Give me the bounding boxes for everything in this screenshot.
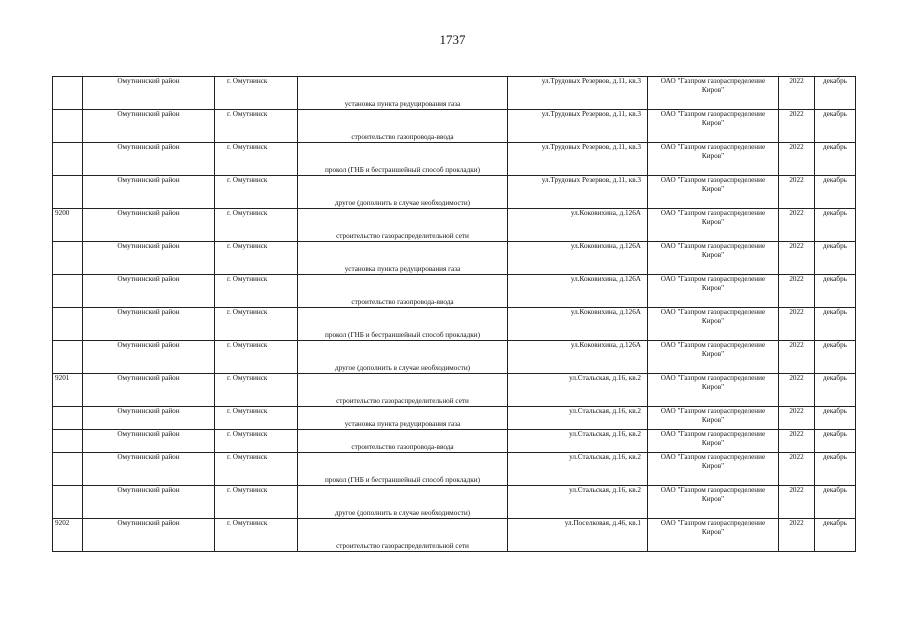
city-cell: г. Омутнинск [215, 430, 298, 453]
organization-cell: ОАО "Газпром газораспределение Киров" [648, 486, 779, 519]
year-cell: 2022 [779, 341, 815, 374]
month-cell: декабрь [815, 519, 856, 552]
row-number [53, 242, 83, 275]
district-cell: Омутнинский район [83, 341, 215, 374]
registry-table-body [53, 77, 856, 552]
row-number: 9202 [53, 519, 83, 552]
district-cell: Омутнинский район [83, 77, 215, 110]
month-cell: декабрь [815, 242, 856, 275]
address-cell: ул.Коковихина, д.126А [508, 308, 648, 341]
month-cell: декабрь [815, 275, 856, 308]
month-cell: декабрь [815, 209, 856, 242]
organization-cell: ОАО "Газпром газораспределение Киров" [648, 242, 779, 275]
work-type-cell: другое (дополнить в случае необходимости) [298, 176, 508, 209]
address-cell: ул.Стальская, д.16, кв.2 [508, 486, 648, 519]
district-cell: Омутнинский район [83, 519, 215, 552]
district-cell: Омутнинский район [83, 209, 215, 242]
year-cell: 2022 [779, 453, 815, 486]
district-cell: Омутнинский район [83, 407, 215, 430]
year-cell: 2022 [779, 308, 815, 341]
month-cell: декабрь [815, 77, 856, 110]
city-cell: г. Омутнинск [215, 341, 298, 374]
page-number: 1737 [439, 32, 466, 47]
month-cell: декабрь [815, 308, 856, 341]
city-cell: г. Омутнинск [215, 453, 298, 486]
row-number [53, 143, 83, 176]
city-cell: г. Омутнинск [215, 407, 298, 430]
city-cell: г. Омутнинск [215, 242, 298, 275]
table-row [53, 519, 856, 552]
city-cell: г. Омутнинск [215, 143, 298, 176]
work-type-cell: установка пункта редуцирования газа [298, 242, 508, 275]
address-cell: ул.Стальская, д.16, кв.2 [508, 407, 648, 430]
organization-cell: ОАО "Газпром газораспределение Киров" [648, 143, 779, 176]
row-number: 9201 [53, 374, 83, 407]
work-type-cell: строительство газораспределительной сети [298, 209, 508, 242]
year-cell: 2022 [779, 77, 815, 110]
work-type-cell: строительство газопровода-ввода [298, 430, 508, 453]
year-cell: 2022 [779, 209, 815, 242]
address-cell: ул.Трудовых Резервов, д.11, кв.3 [508, 110, 648, 143]
table-row [53, 275, 856, 308]
table-row [53, 209, 856, 242]
organization-cell: ОАО "Газпром газораспределение Киров" [648, 341, 779, 374]
year-cell: 2022 [779, 176, 815, 209]
month-cell: декабрь [815, 407, 856, 430]
district-cell: Омутнинский район [83, 143, 215, 176]
city-cell: г. Омутнинск [215, 519, 298, 552]
month-cell: декабрь [815, 143, 856, 176]
city-cell: г. Омутнинск [215, 275, 298, 308]
district-cell: Омутнинский район [83, 453, 215, 486]
month-cell: декабрь [815, 374, 856, 407]
month-cell: декабрь [815, 430, 856, 453]
month-cell: декабрь [815, 453, 856, 486]
city-cell: г. Омутнинск [215, 176, 298, 209]
month-cell: декабрь [815, 486, 856, 519]
address-cell: ул.Трудовых Резервов, д.11, кв.3 [508, 143, 648, 176]
organization-cell: ОАО "Газпром газораспределение Киров" [648, 110, 779, 143]
table-row [53, 77, 856, 110]
address-cell: ул.Стальская, д.16, кв.2 [508, 453, 648, 486]
table-row [53, 430, 856, 453]
organization-cell: ОАО "Газпром газораспределение Киров" [648, 430, 779, 453]
organization-cell: ОАО "Газпром газораспределение Киров" [648, 176, 779, 209]
year-cell: 2022 [779, 275, 815, 308]
address-cell: ул.Коковихина, д.126А [508, 341, 648, 374]
row-number [53, 275, 83, 308]
district-cell: Омутнинский район [83, 308, 215, 341]
organization-cell: ОАО "Газпром газораспределение Киров" [648, 209, 779, 242]
table-row [53, 176, 856, 209]
month-cell: декабрь [815, 176, 856, 209]
row-number [53, 176, 83, 209]
work-type-cell: другое (дополнить в случае необходимости) [298, 486, 508, 519]
organization-cell: ОАО "Газпром газораспределение Киров" [648, 519, 779, 552]
table-row [53, 308, 856, 341]
district-cell: Омутнинский район [83, 486, 215, 519]
year-cell: 2022 [779, 486, 815, 519]
work-type-cell: прокол (ГНБ и бестраншейный способ прокладки) [298, 308, 508, 341]
address-cell: ул.Трудовых Резервов, д.11, кв.3 [508, 77, 648, 110]
work-type-cell: установка пункта редуцирования газа [298, 77, 508, 110]
row-number [53, 341, 83, 374]
table-row [53, 242, 856, 275]
work-type-cell: установка пункта редуцирования газа [298, 407, 508, 430]
table-row [53, 143, 856, 176]
district-cell: Омутнинский район [83, 242, 215, 275]
city-cell: г. Омутнинск [215, 308, 298, 341]
table-row [53, 486, 856, 519]
district-cell: Омутнинский район [83, 110, 215, 143]
work-type-cell: прокол (ГНБ и бестраншейный способ прокладки) [298, 453, 508, 486]
organization-cell: ОАО "Газпром газораспределение Киров" [648, 407, 779, 430]
row-number [53, 110, 83, 143]
work-type-cell: другое (дополнить в случае необходимости) [298, 341, 508, 374]
district-cell: Омутнинский район [83, 430, 215, 453]
city-cell: г. Омутнинск [215, 209, 298, 242]
address-cell: ул.Стальская, д.16, кв.2 [508, 374, 648, 407]
organization-cell: ОАО "Газпром газораспределение Киров" [648, 374, 779, 407]
work-type-cell: строительство газопровода-ввода [298, 110, 508, 143]
district-cell: Омутнинский район [83, 176, 215, 209]
work-type-cell: строительство газораспределительной сети [298, 519, 508, 552]
row-number [53, 407, 83, 430]
table-row [53, 407, 856, 430]
organization-cell: ОАО "Газпром газораспределение Киров" [648, 77, 779, 110]
year-cell: 2022 [779, 407, 815, 430]
address-cell: ул.Коковихина, д.126А [508, 275, 648, 308]
table-row [53, 341, 856, 374]
city-cell: г. Омутнинск [215, 77, 298, 110]
row-number [53, 453, 83, 486]
address-cell: ул.Поселковая, д.46, кв.1 [508, 519, 648, 552]
row-number: 9200 [53, 209, 83, 242]
organization-cell: ОАО "Газпром газораспределение Киров" [648, 308, 779, 341]
work-type-cell: строительство газопровода-ввода [298, 275, 508, 308]
year-cell: 2022 [779, 430, 815, 453]
table-row [53, 110, 856, 143]
city-cell: г. Омутнинск [215, 486, 298, 519]
month-cell: декабрь [815, 341, 856, 374]
organization-cell: ОАО "Газпром газораспределение Киров" [648, 453, 779, 486]
year-cell: 2022 [779, 242, 815, 275]
work-type-cell: прокол (ГНБ и бестраншейный способ прокладки) [298, 143, 508, 176]
month-cell: декабрь [815, 110, 856, 143]
registry-table [52, 76, 856, 552]
row-number [53, 486, 83, 519]
row-number [53, 308, 83, 341]
address-cell: ул.Коковихина, д.126А [508, 209, 648, 242]
city-cell: г. Омутнинск [215, 110, 298, 143]
work-type-cell: строительство газораспределительной сети [298, 374, 508, 407]
district-cell: Омутнинский район [83, 374, 215, 407]
address-cell: ул.Стальская, д.16, кв.2 [508, 430, 648, 453]
address-cell: ул.Трудовых Резервов, д.11, кв.3 [508, 176, 648, 209]
organization-cell: ОАО "Газпром газораспределение Киров" [648, 275, 779, 308]
table-row [53, 453, 856, 486]
city-cell: г. Омутнинск [215, 374, 298, 407]
address-cell: ул.Коковихина, д.126А [508, 242, 648, 275]
row-number [53, 77, 83, 110]
year-cell: 2022 [779, 143, 815, 176]
year-cell: 2022 [779, 374, 815, 407]
district-cell: Омутнинский район [83, 275, 215, 308]
year-cell: 2022 [779, 110, 815, 143]
row-number [53, 430, 83, 453]
table-row [53, 374, 856, 407]
year-cell: 2022 [779, 519, 815, 552]
